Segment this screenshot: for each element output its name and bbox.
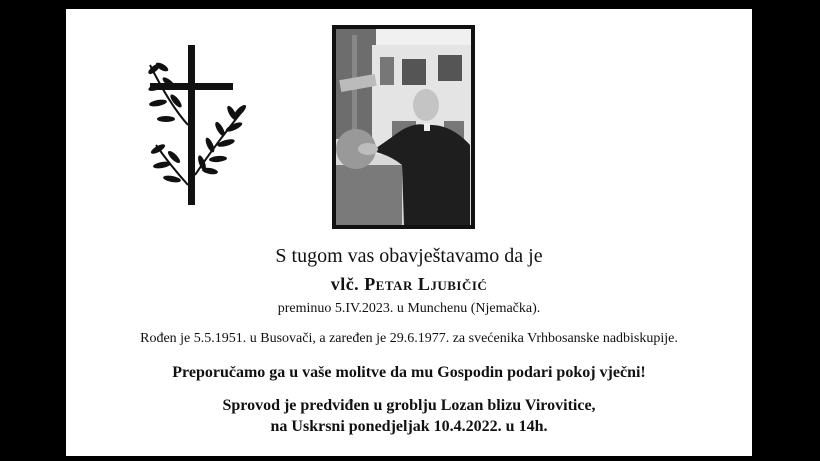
obituary-notice [66,9,752,456]
death-info: preminuo 5.IV.2023. u Munchenu (Njemačka). [277,301,541,316]
cross-icon [140,45,252,207]
intro-text: S tugom vas obavještavamo da je [275,245,543,267]
funeral-line-2: na Uskrsni ponedjeljak 10.4.2022. u 14h. [270,418,548,435]
birth-info: Rođen je 5.5.1951. u Busovači, a zaređen je 29.6.1977. za svećenika Vrhbosanske nadbiskupije. [140,331,678,346]
deceased-name [66,274,752,295]
portrait-photo [332,25,475,229]
funeral-line-1: Sprovod je predviđen u groblju Lozan blizu Virovitice, [222,397,596,414]
funeral-info [66,395,752,437]
title-prefix: vlč. [330,274,360,294]
name-text: Petar Ljubičić [364,274,488,294]
prayer-text: Preporučamo ga u vaše molitve da mu Gospodin podari pokoj vječni! [172,364,646,381]
